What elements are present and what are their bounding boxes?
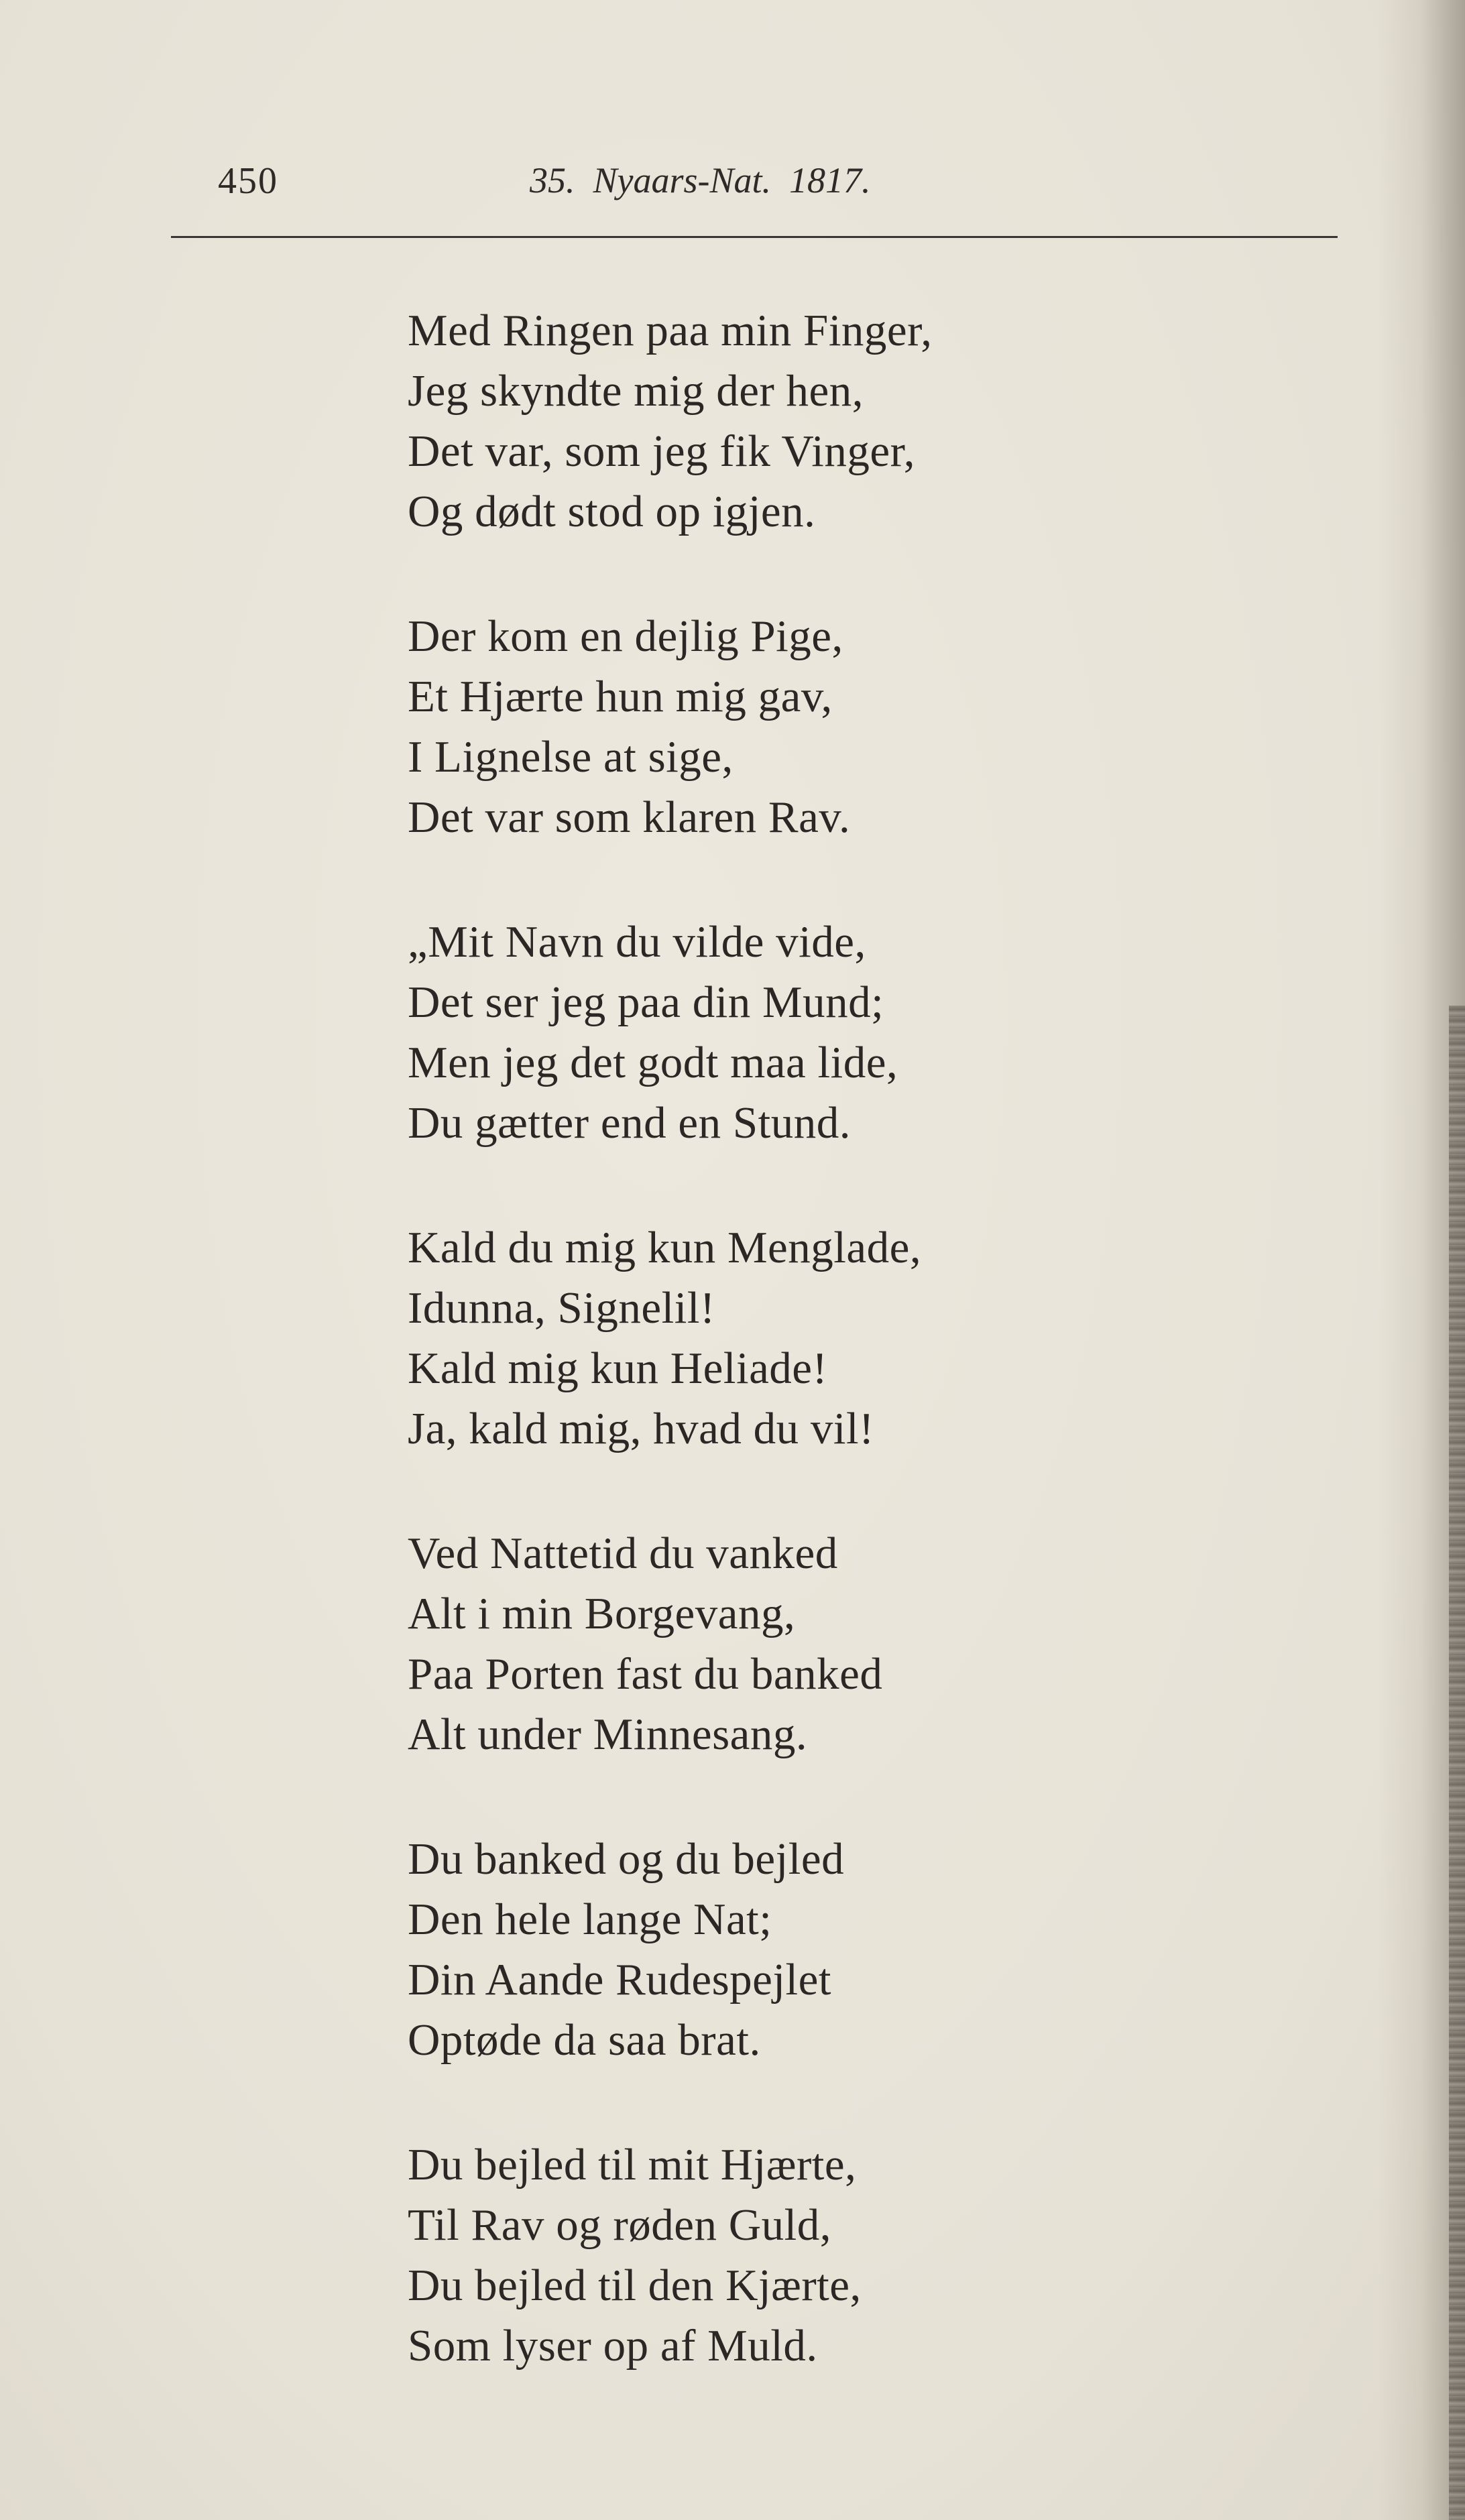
poem-line: Du banked og du bejled [408,1834,845,1884]
stanza-3 [408,912,1279,1153]
poem-line: Paa Porten fast du banked [408,1649,883,1699]
page-header [0,160,1465,213]
stanza-5 [408,1523,1279,1764]
poem-line: Idunna, Signelil! [408,1283,715,1333]
poem-line: Du gætter end en Stund. [408,1098,851,1148]
poem-line: Alt i min Borgevang, [408,1589,796,1638]
poem-line: Din Aande Rudespejlet [408,1955,831,2004]
page-number: 450 [218,160,278,202]
stanza-6 [408,1829,1279,2070]
stanza-1 [408,300,1279,542]
poem-line: Med Ringen paa min Finger, [408,306,933,355]
poem-line: Som lyser op af Muld. [408,2321,818,2371]
poem-line: Du bejled til den Kjærte, [408,2261,862,2310]
stanza-7 [408,2135,1279,2376]
poem-line: I Lignelse at sige, [408,732,734,782]
poem-line: Kald du mig kun Menglade, [408,1223,922,1272]
header-rule [171,236,1338,238]
poem-line: Det ser jeg paa din Mund; [408,977,884,1027]
poem-line: Jeg skyndte mig der hen, [408,366,864,416]
poem-line: Det var, som jeg fik Vinger, [408,426,915,476]
poem [408,300,1279,2440]
poem-line: Der kom en dejlig Pige, [408,611,843,661]
poem-line: Alt under Minnesang. [408,1709,808,1759]
poem-line: Optøde da saa brat. [408,2015,761,2065]
poem-line: Du bejled til mit Hjærte, [408,2140,857,2189]
poem-line: Til Rav og røden Guld, [408,2200,832,2250]
page-edge-shadow [1449,1006,1465,2520]
poem-line: Det var som klaren Rav. [408,792,851,842]
poem-line: Et Hjærte hun mig gav, [408,672,833,721]
poem-line: „Mit Navn du vilde vide, [408,917,866,967]
poem-line: Den hele lange Nat; [408,1895,772,1944]
stanza-4 [408,1217,1279,1459]
stanza-2 [408,606,1279,847]
poem-line: Ved Nattetid du vanked [408,1528,838,1578]
poem-line: Men jeg det godt maa lide, [408,1038,898,1087]
running-title: 35. Nyaars-Nat. 1817. [530,160,871,200]
poem-line: Ja, kald mig, hvad du vil! [408,1404,874,1453]
poem-line: Kald mig kun Heliade! [408,1343,828,1393]
poem-line: Og dødt stod op igjen. [408,487,816,536]
